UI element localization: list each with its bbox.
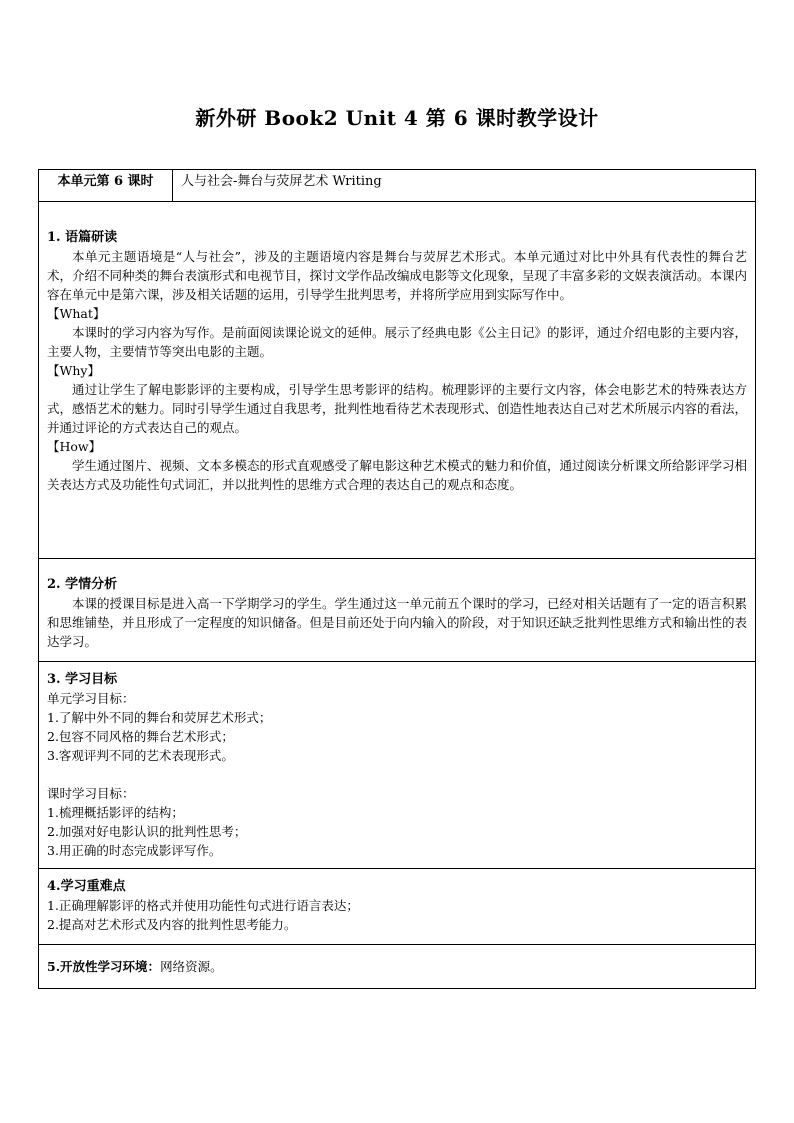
section-learner-analysis [39,559,756,662]
how-text: 学生通过图片、视频、文本多模态的形式直观感受了解电影这种艺术模式的魅力和价值，通过阅读分析课文所给影评学习相关表达方式及功能性句式词汇，并以批判性的思维方式合理的表达自己的观点和态度。 [47,458,748,492]
section4-title: 4.学习重难点 [47,879,126,894]
section-learning-environment [39,945,756,989]
section2-text: 本课的授课目标是进入高一下学期学习的学生。学生通过这一单元前五个课时的学习，已经对相关话题有了一定的语言积累和思维铺垫，并且形成了一定程度的知识储备。但是目前还处于向内输入的阶段，对于知识还缺乏批判性思维方式和输出性的表达学习。 [47,596,748,649]
why-text: 通过让学生了解电影影评的主要构成，引导学生思考影评的结构。梳理影评的主要行文内容，体会电影艺术的特殊表达方式，感悟艺术的魅力。同时引导学生通过自我思考，批判性地看待艺术表现形式、创造性地表达自己对艺术所展示内容的看法，并通过评论的方式表达自己的观点。 [47,382,748,435]
header-value: 人与社会-舞台与荧屏艺术 Writing [173,170,756,202]
unit-goals-label: 单元学习目标： [47,691,135,706]
why-tag: 【Why】 [47,363,100,378]
spacer [47,765,747,784]
section-learning-goals [39,662,756,869]
section1-intro: 本单元主题语境是“人与社会”，涉及的主题语境内容是舞台与荧屏艺术形式。本单元通过对比中外具有代表性的舞台艺术，介绍不同种类的舞台表演形式和电视节目，探讨文学作品改编成电影等文化现象，呈现了丰富多彩的文娱表演活动。本课内容在单元中是第六课，涉及相关话题的运用，引导学生批判思考，并将所学应用到实际写作中。 [47,249,748,302]
section-text-analysis [39,202,756,559]
unit-goal-item: 1.了解中外不同的舞台和荧屏艺术形式； [47,710,272,725]
lesson-goals-label: 课时学习目标： [47,786,135,801]
section1-title: 1. 语篇研读 [47,230,118,245]
lesson-goal-item: 2.加强对好电影认识的批判性思考； [47,824,247,839]
key-point-item: 1.正确理解影评的格式并使用功能性句式进行语言表达； [47,898,359,913]
key-point-item: 2.提高对艺术形式及内容的批判性思考能力。 [47,917,297,932]
lesson-goal-item: 1.梳理概括影评的结构； [47,805,184,820]
document-title: 新外研 Book2 Unit 4 第 6 课时教学设计 [195,106,599,130]
lesson-goal-item: 3.用正确的时态完成影评写作。 [47,843,222,858]
section-key-points [39,869,756,945]
section5-title: 5.开放性学习环境： [47,959,161,974]
what-tag: 【What】 [47,306,106,321]
section5-text: 网络资源。 [160,959,223,974]
what-text: 本课时的学习内容为写作。是前面阅读课论说文的延伸。展示了经典电影《公主日记》的影评，通过介绍电影的主要内容，主要人物，主要情节等突出电影的主题。 [47,325,748,359]
lesson-plan-table [38,169,756,989]
how-tag: 【How】 [47,439,102,454]
unit-goal-item: 2.包容不同风格的舞台艺术形式； [47,729,234,744]
unit-goal-item: 3.客观评判不同的艺术表现形式。 [47,748,234,763]
section2-title: 2. 学情分析 [47,577,118,592]
header-row [39,170,756,202]
header-label: 本单元第 6 课时 [39,170,173,202]
section3-title: 3. 学习目标 [47,672,118,687]
